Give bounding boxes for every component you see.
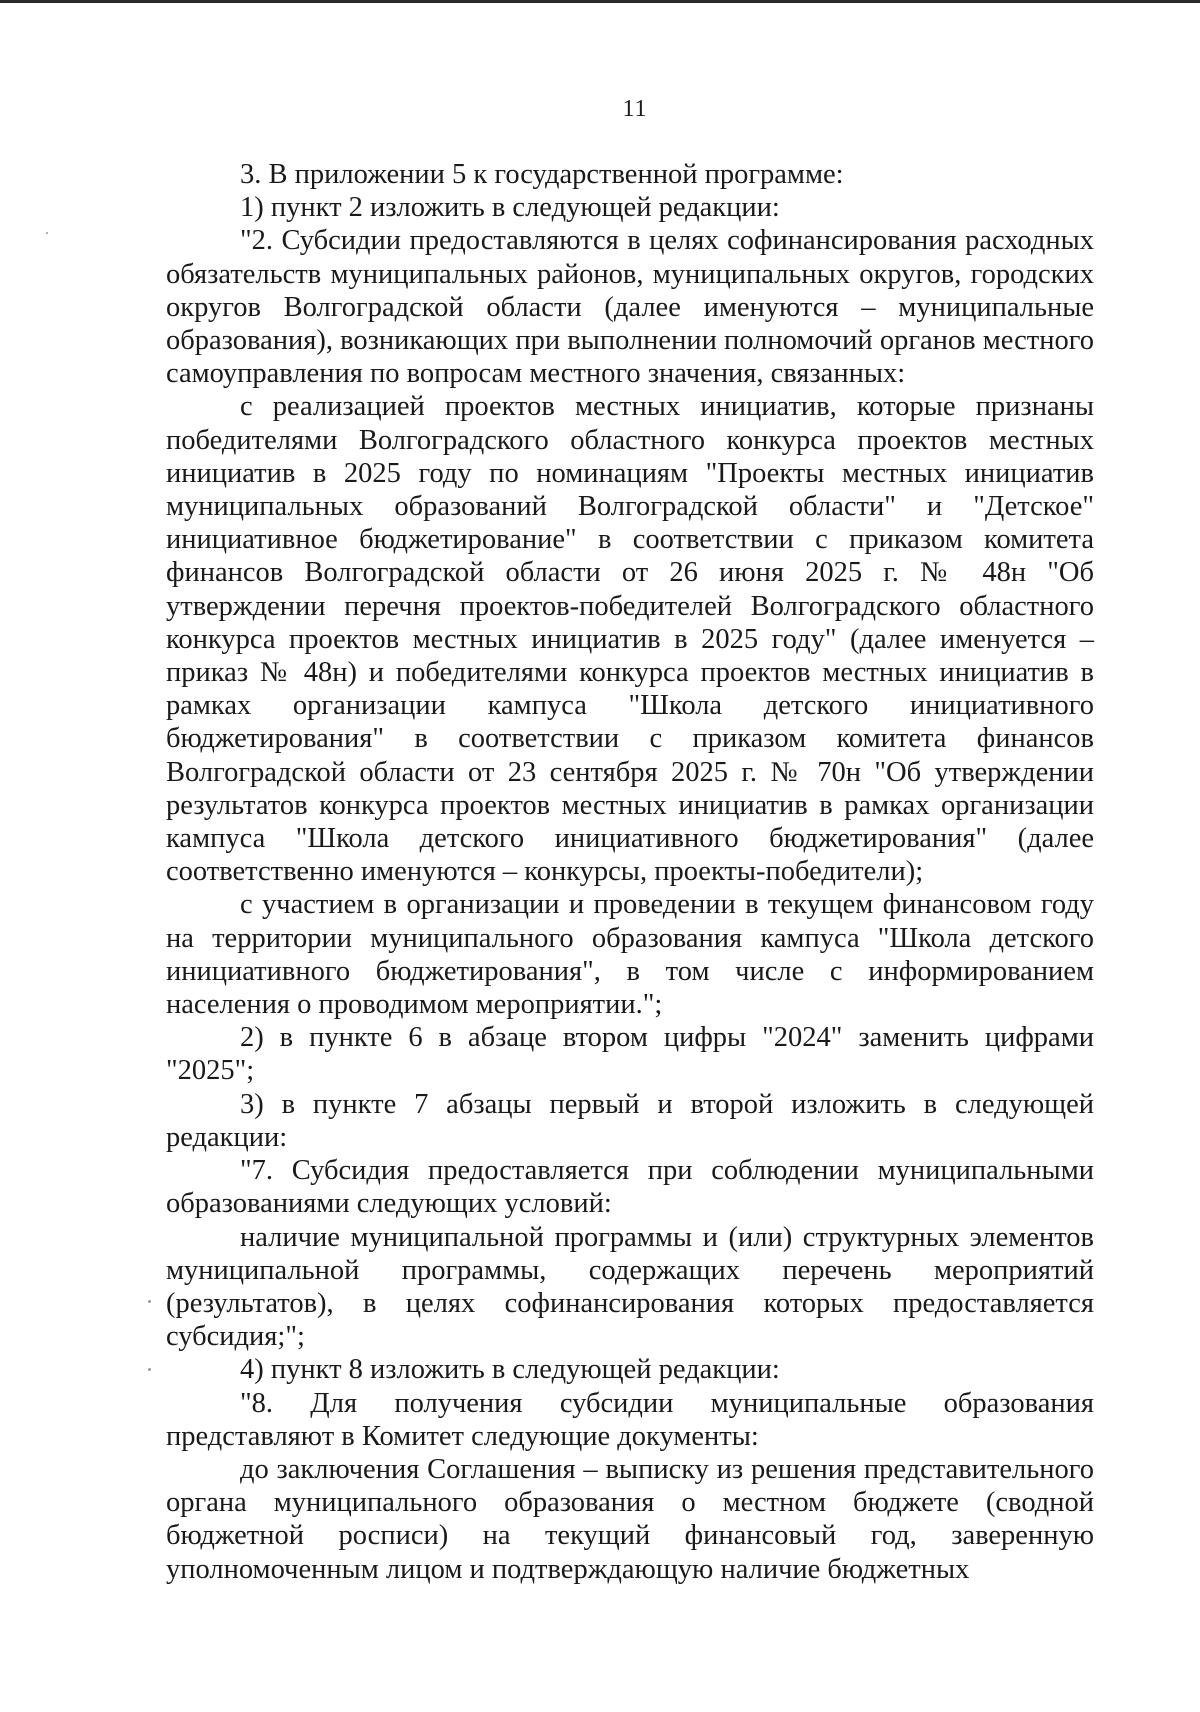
- document-body: [166, 158, 1094, 1586]
- paragraph-clause-7: "7. Субсидия предоставляется при соблюдении муниципальными образованиями следующих условий:: [166, 1155, 1094, 1220]
- paragraph-program-condition: наличие муниципальной программы и (или) структурных элементов муниципальной программы, содержащих перечень мероприятий (результатов), в целях софинансирования которых предоставляется субсидия;";: [166, 1221, 1094, 1353]
- paragraph-item-2: 2) в пункте 6 в абзаце втором цифры "2024" заменить цифрами "2025";: [166, 1022, 1094, 1087]
- scan-top-edge: [0, 0, 1200, 3]
- paragraph-appendix-5: 3. В приложении 5 к государственной программе:: [240, 159, 844, 190]
- scan-speck: [148, 1368, 151, 1371]
- page-number: 11: [622, 96, 648, 122]
- paragraph-item-4: 4) пункт 8 изложить в следующей редакции:: [240, 1354, 780, 1386]
- paragraph-before-agreement: до заключения Соглашения – выписку из решения представительного органа муниципального образования о местном бюджете (сводной бюджетной росписи) на текущий финансовый год, заверенную уполномоченным лицом и подтверждающую наличие бюджетных: [166, 1453, 1094, 1585]
- paragraph-clause-8: "8. Для получения субсидии муниципальные образования представляют в Комитет следующие документы:: [166, 1387, 1094, 1452]
- scan-speck: [46, 232, 48, 234]
- paragraph-item-1: 1) пункт 2 изложить в следующей редакции:: [240, 192, 780, 224]
- scan-speck: [148, 1300, 151, 1303]
- paragraph-local-initiatives: с реализацией проектов местных инициатив, которые признаны победителями Волгоградского областного конкурса проектов местных инициатив в 2025 году по номинациям "Проекты местных инициатив муниципальных образований Волгоградской области" и "Детское" инициативное бюджетирование" в соответствии с приказом комитета финансов Волгоградской области от 26 июня 2025 г. № 48н "Об утверждении перечня проектов-победителей Волгоградского областного конкурса проектов местных инициатив в 2025 году" (далее именуется – приказ № 48н) и победителями конкурса проектов местных инициатив в рамках организации кампуса "Школа детского инициативного бюджетирования" в соответствии с приказом комитета финансов Волгоградской области от 23 сентября 2025 г. № 70н "Об утверждении результатов конкурса проектов местных инициатив в рамках организации кампуса "Школа детского инициативного бюджетирования" (далее соответственно именуются – конкурсы, проекты-победители);: [166, 391, 1094, 888]
- paragraph-clause-2: "2. Субсидии предоставляются в целях софинансирования расходных обязательств муниципальных районов, муниципальных округов, городских округов Волгоградской области (далее именуются – муниципальные образования), возникающих при выполнении полномочий органов местного самоуправления по вопросам местного значения, связанных:: [166, 225, 1094, 390]
- paragraph-item-3: 3) в пункте 7 абзацы первый и второй изложить в следующей редакции:: [166, 1088, 1094, 1153]
- paragraph-campus-participation: с участием в организации и проведении в текущем финансовом году на территории муниципального образования кампуса "Школа детского инициативного бюджетирования", в том числе с информированием населения о проводимом мероприятии.";: [166, 889, 1094, 1021]
